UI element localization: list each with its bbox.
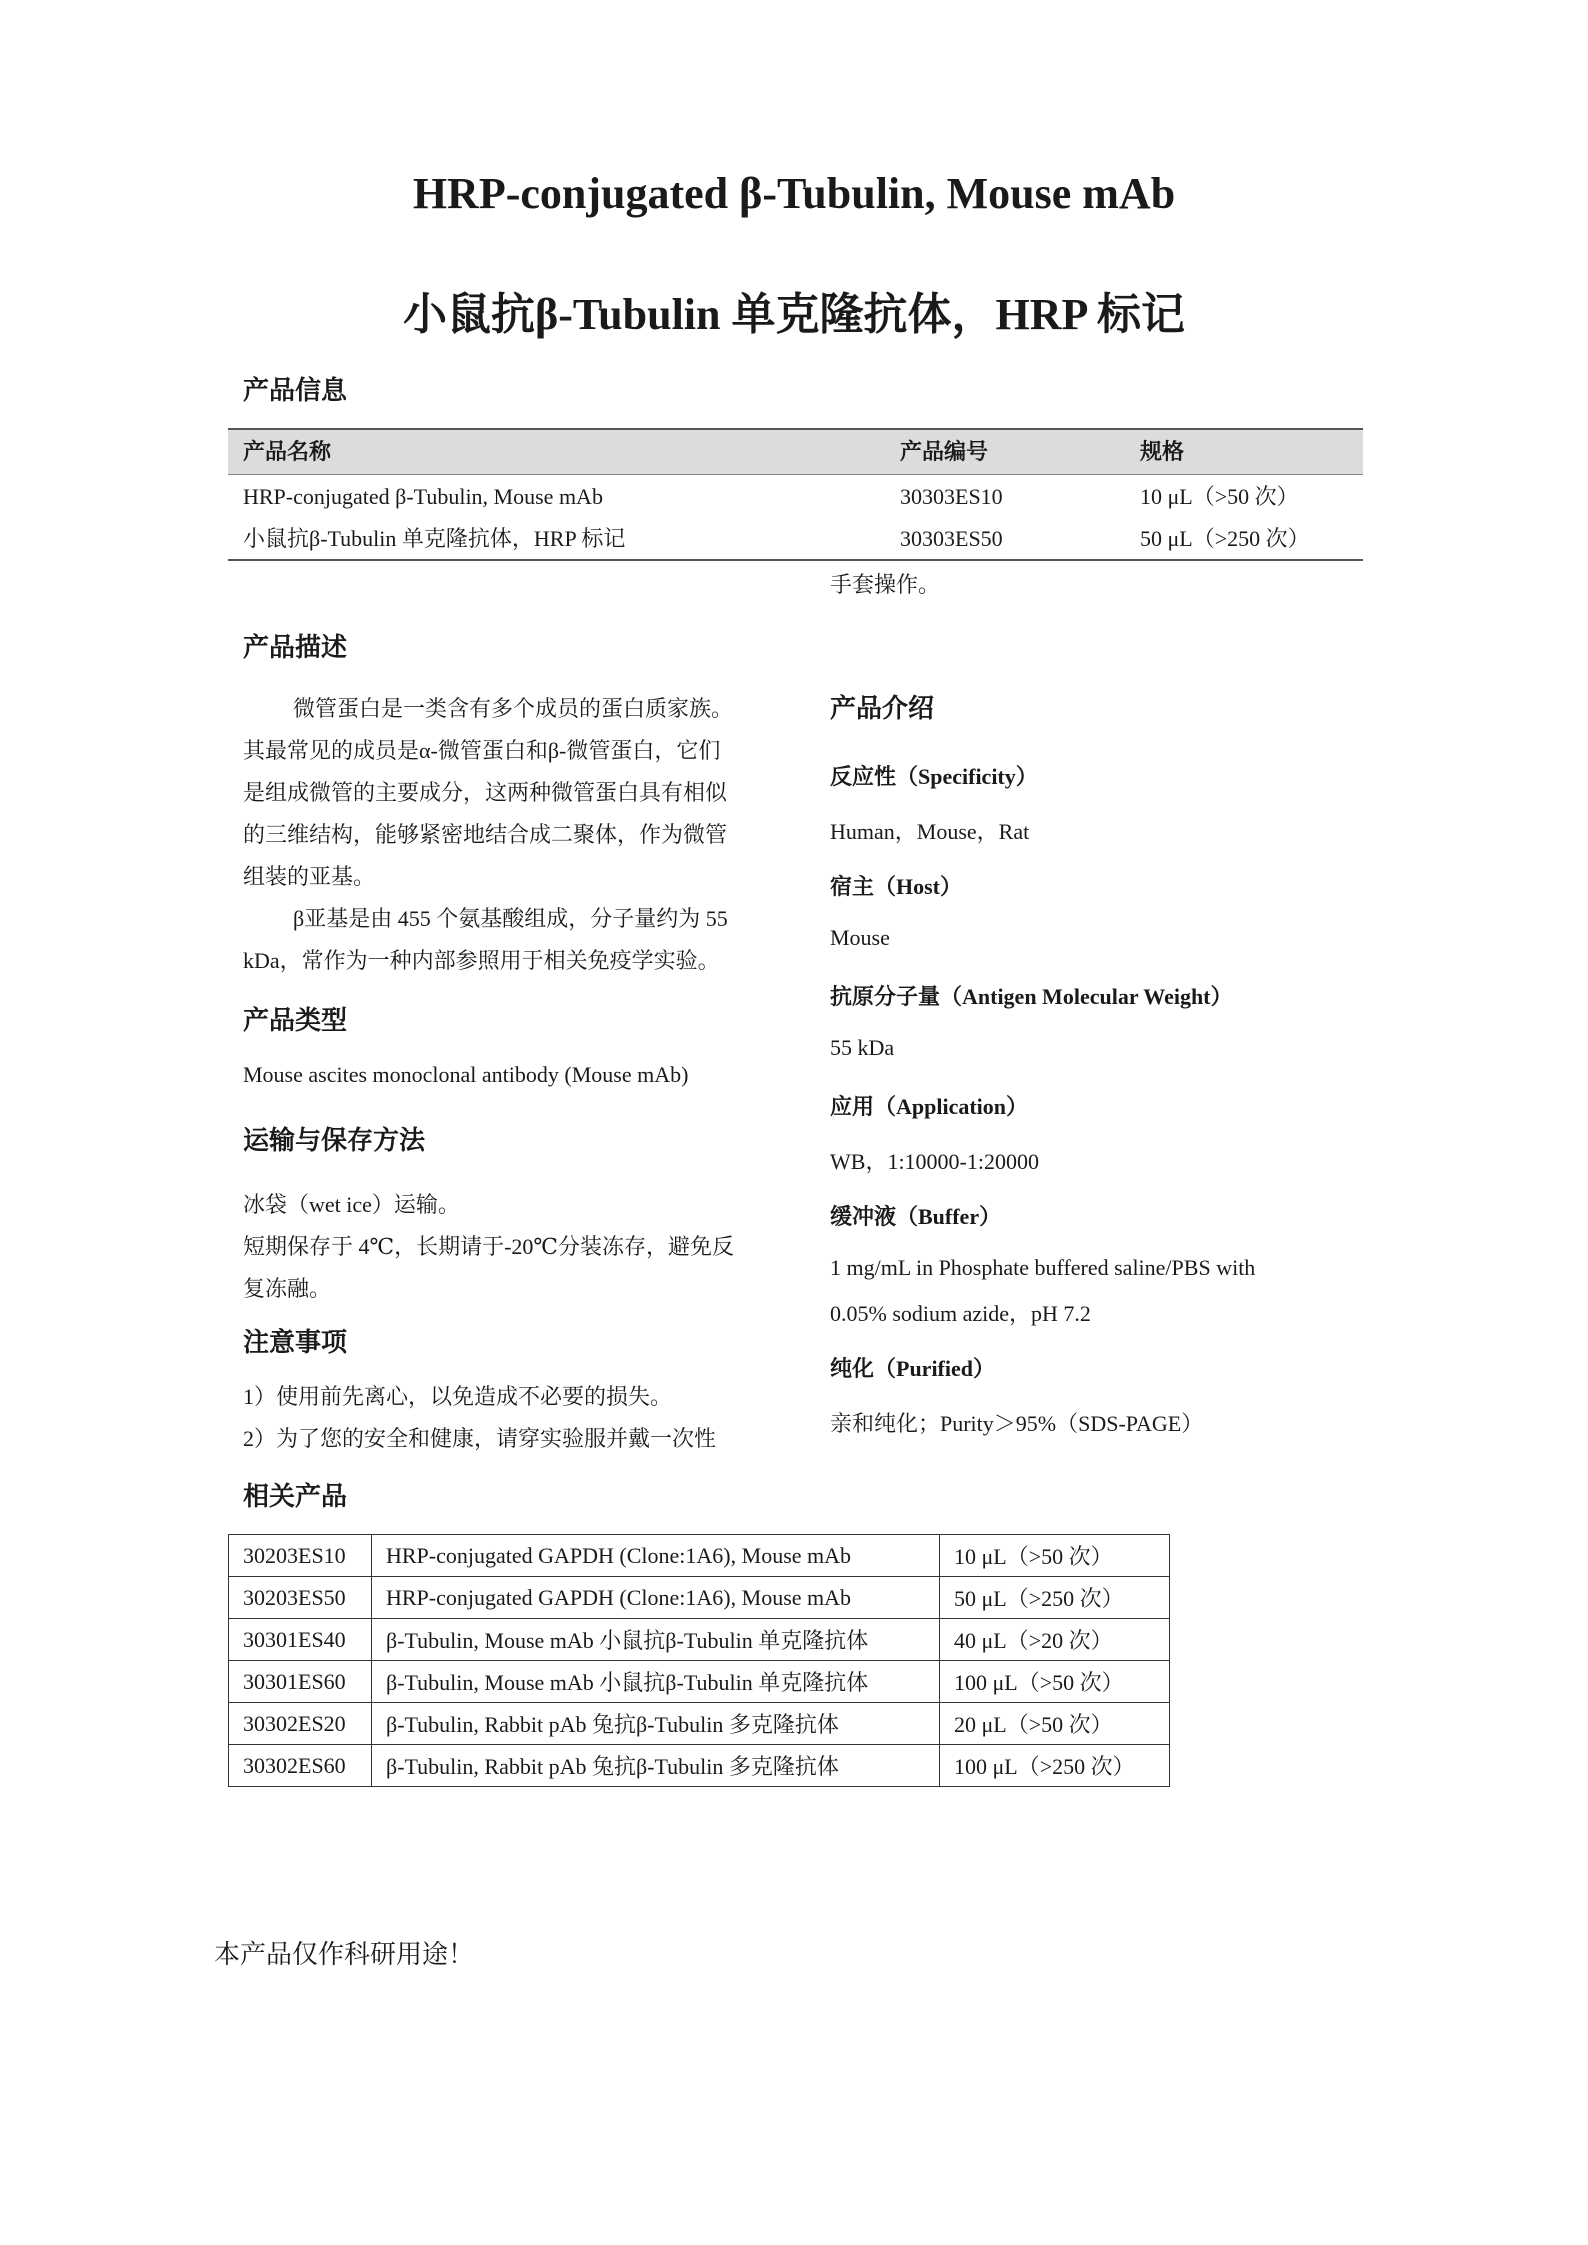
description-line: 的三维结构，能够紧密地结合成二聚体，作为微管: [243, 822, 728, 847]
product-spec: 50 μL（>250 次）: [1140, 526, 1310, 551]
overflow-text: 手套操作。: [830, 572, 941, 597]
notes-line: 2）为了您的安全和健康，请穿实验服并戴一次性: [243, 1426, 717, 1451]
product-spec: 10 μL（>50 次）: [1140, 484, 1299, 509]
related-name: HRP-conjugated GAPDH (Clone:1A6), Mouse mAb: [372, 1535, 940, 1577]
description-line: 是组成微管的主要成分，这两种微管蛋白具有相似: [243, 780, 728, 805]
molecular-weight-label: 抗原分子量（Antigen Molecular Weight）: [830, 984, 1233, 1009]
product-name: 小鼠抗β-Tubulin 单克隆抗体，HRP 标记: [243, 526, 626, 551]
related-spec: 100 μL（>50 次）: [940, 1661, 1170, 1703]
application-label: 应用（Application）: [830, 1094, 1029, 1119]
molecular-weight-value: 55 kDa: [830, 1035, 895, 1060]
product-info-header-row: [228, 428, 1363, 475]
related-code: 30203ES50: [229, 1577, 372, 1619]
purified-label: 纯化（Purified）: [830, 1356, 995, 1381]
description-line: 其最常见的成员是α-微管蛋白和β-微管蛋白，它们: [243, 738, 721, 763]
related-spec: 50 μL（>250 次）: [940, 1577, 1170, 1619]
table-row: [228, 517, 1363, 561]
related-products-table: [228, 1534, 1170, 1787]
column-header-spec: 规格: [1140, 439, 1185, 464]
related-name: HRP-conjugated GAPDH (Clone:1A6), Mouse mAb: [372, 1577, 940, 1619]
storage-line: 复冻融。: [243, 1276, 332, 1301]
description-line: 组装的亚基。: [243, 864, 376, 889]
notes-heading: 注意事项: [243, 1328, 348, 1357]
table-row: [229, 1745, 1170, 1787]
purified-value: 亲和纯化；Purity＞95%（SDS-PAGE）: [830, 1411, 1204, 1436]
host-value: Mouse: [830, 925, 890, 950]
description-line: 微管蛋白是一类含有多个成员的蛋白质家族。: [293, 696, 734, 721]
buffer-label: 缓冲液（Buffer）: [830, 1204, 1002, 1229]
table-row: [229, 1577, 1170, 1619]
storage-line: 短期保存于 4℃，长期请于-20℃分装冻存，避免反: [243, 1234, 735, 1259]
related-name: β-Tubulin, Rabbit pAb 兔抗β-Tubulin 多克隆抗体: [372, 1745, 940, 1787]
product-info-heading: 产品信息: [243, 376, 348, 405]
description-heading: 产品描述: [243, 633, 348, 662]
related-code: 30302ES20: [229, 1703, 372, 1745]
footer-note: 本产品仅作科研用途！: [214, 1940, 475, 1969]
related-heading: 相关产品: [243, 1482, 348, 1511]
title-cn: 小鼠抗β-Tubulin 单克隆抗体，HRP 标记: [403, 290, 1185, 339]
storage-heading: 运输与保存方法: [243, 1126, 426, 1155]
related-spec: 20 μL（>50 次）: [940, 1703, 1170, 1745]
related-spec: 100 μL（>250 次）: [940, 1745, 1170, 1787]
table-row: [228, 475, 1363, 517]
description-line: β亚基是由 455 个氨基酸组成，分子量约为 55: [293, 906, 728, 931]
buffer-value: 1 mg/mL in Phosphate buffered saline/PBS with: [830, 1255, 1256, 1280]
notes-line: 1）使用前先离心，以免造成不必要的损失。: [243, 1384, 673, 1409]
related-name: β-Tubulin, Mouse mAb 小鼠抗β-Tubulin 单克隆抗体: [372, 1661, 940, 1703]
specificity-value: Human，Mouse，Rat: [830, 819, 1030, 844]
host-label: 宿主（Host）: [830, 874, 963, 899]
product-name: HRP-conjugated β-Tubulin, Mouse mAb: [243, 484, 603, 509]
related-spec: 10 μL（>50 次）: [940, 1535, 1170, 1577]
table-row: [229, 1703, 1170, 1745]
product-code: 30303ES50: [900, 526, 1003, 551]
column-header-code: 产品编号: [900, 439, 989, 464]
storage-line: 冰袋（wet ice）运输。: [243, 1192, 460, 1217]
product-type-text: Mouse ascites monoclonal antibody (Mouse mAb): [243, 1062, 689, 1087]
table-row: [229, 1535, 1170, 1577]
table-row: [229, 1619, 1170, 1661]
related-code: 30301ES40: [229, 1619, 372, 1661]
intro-heading: 产品介绍: [830, 694, 935, 723]
table-row: [229, 1661, 1170, 1703]
related-code: 30203ES10: [229, 1535, 372, 1577]
title-en: HRP-conjugated β-Tubulin, Mouse mAb: [412, 169, 1176, 218]
product-info-table: [228, 428, 1363, 561]
application-value: WB，1:10000-1:20000: [830, 1149, 1039, 1174]
related-name: β-Tubulin, Rabbit pAb 兔抗β-Tubulin 多克隆抗体: [372, 1703, 940, 1745]
column-header-name: 产品名称: [243, 439, 332, 464]
related-code: 30302ES60: [229, 1745, 372, 1787]
buffer-value-line2: 0.05% sodium azide，pH 7.2: [830, 1301, 1091, 1326]
specificity-label: 反应性（Specificity）: [830, 764, 1038, 789]
product-code: 30303ES10: [900, 484, 1003, 509]
related-name: β-Tubulin, Mouse mAb 小鼠抗β-Tubulin 单克隆抗体: [372, 1619, 940, 1661]
related-spec: 40 μL（>20 次）: [940, 1619, 1170, 1661]
description-line: kDa，常作为一种内部参照用于相关免疫学实验。: [243, 948, 720, 973]
product-type-heading: 产品类型: [243, 1006, 348, 1035]
related-code: 30301ES60: [229, 1661, 372, 1703]
